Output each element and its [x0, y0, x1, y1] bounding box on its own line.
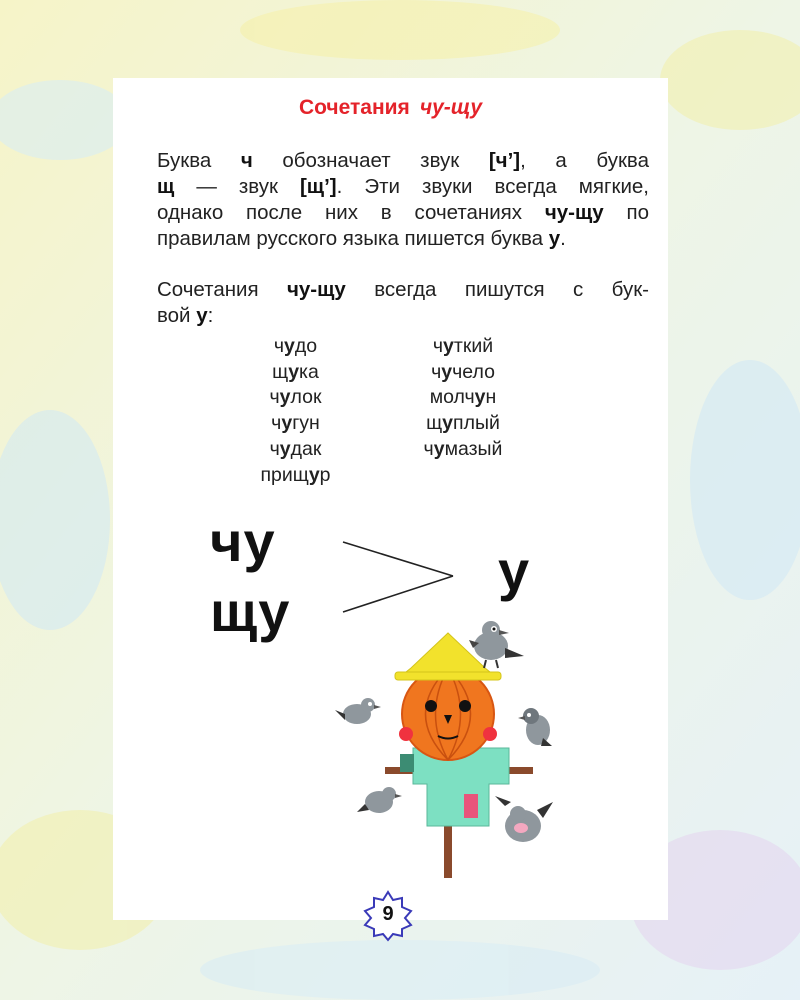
page-sheet	[113, 78, 668, 925]
diagram-chu: чу	[210, 510, 276, 573]
rule-line-4: правилам русского языка пишется буква у.	[157, 227, 566, 250]
word-item: чуткий	[432, 335, 494, 357]
word-item: молчун	[429, 386, 497, 409]
page-number-badge	[362, 890, 414, 942]
crow-bottom-right	[495, 796, 553, 842]
word-item: щука	[272, 360, 319, 383]
rule-line-1: Буква ч обозначает звук [ч’], а буква	[157, 149, 649, 172]
illustration-layer	[113, 78, 668, 920]
word-item: чучело	[431, 360, 495, 383]
word-item: чудо	[273, 335, 318, 357]
crow-bottom-left	[357, 787, 402, 813]
diagram-schu: щу	[210, 580, 291, 643]
rule-line-2: щ — звук [щ’]. Эти звуки всегда мягкие,	[157, 175, 649, 198]
crow-right	[518, 708, 552, 746]
note-line-1: Сочетания чу-щу всегда пишутся с бук-	[157, 278, 649, 301]
word-item: чугун	[271, 412, 320, 435]
scarecrow-illustration	[335, 621, 553, 878]
word-item: чулок	[269, 386, 322, 409]
title-highlight: чу-щу	[419, 96, 483, 119]
diagram-result-u: у	[498, 539, 531, 602]
word-item: щуплый	[426, 412, 500, 435]
word-item: прищур	[260, 463, 331, 486]
note-line-2: вой у:	[157, 304, 214, 327]
title-main: Сочетания	[298, 96, 410, 119]
arrow-lines	[343, 542, 453, 612]
page-number: 9	[382, 903, 394, 925]
crow-left	[335, 698, 381, 724]
word-item: чудак	[269, 437, 322, 460]
word-item: чумазый	[423, 437, 503, 460]
rule-line-3: однако после них в сочетаниях чу-щу по	[157, 201, 649, 224]
